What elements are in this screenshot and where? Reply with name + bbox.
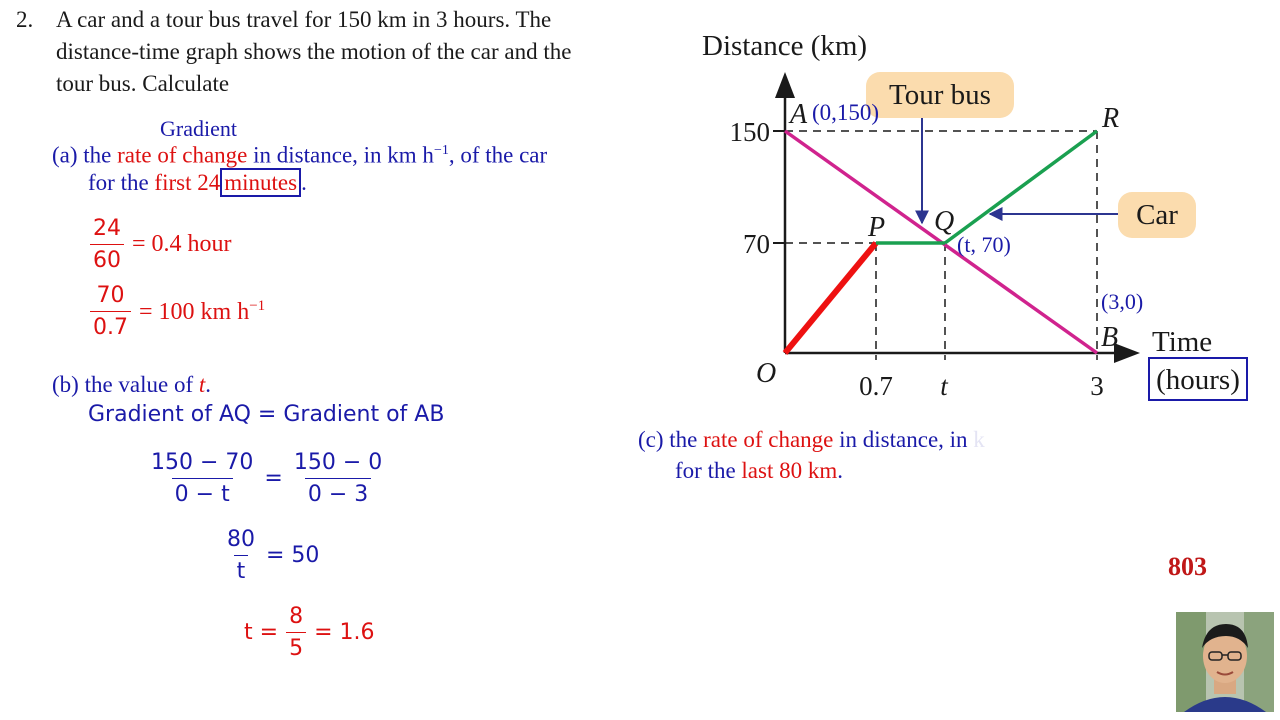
part-a-fraction-24-60	[90, 216, 124, 273]
part-c-last-80km: last 80 km	[741, 458, 838, 483]
part-b-eq-50: = 50	[266, 543, 320, 568]
part-b-equals: =	[264, 466, 283, 491]
frac-den: 0 − t	[172, 478, 233, 507]
frac-num: 150 − 0	[293, 450, 383, 475]
part-c-prefix: (c) the	[638, 427, 698, 452]
tick-label-70: 70	[743, 229, 770, 259]
point-b-coord: (3,0)	[1101, 289, 1144, 314]
part-a-eq-speed	[90, 283, 265, 340]
part-a-prefix: (a) the	[52, 142, 112, 168]
frac-num: 8	[289, 604, 304, 629]
question-line-2: distance-time graph shows the motion of the car and the	[56, 39, 572, 64]
part-a-for-the: for the	[88, 170, 149, 195]
part-a-rate-of-change: rate of change	[117, 142, 248, 168]
frac-den: 0.7	[90, 311, 131, 340]
y-axis-arrowhead	[775, 72, 795, 98]
part-a-in-distance: in distance, in km h	[253, 142, 434, 168]
part-b-fraction-80-t	[224, 527, 258, 584]
presenter-avatar	[1176, 612, 1274, 712]
part-c-period: .	[837, 458, 844, 483]
part-b-eq-80-over-t	[224, 527, 319, 584]
question-line-3: tour bus. Calculate	[56, 71, 230, 96]
point-a-coord: (0,150)	[812, 100, 880, 125]
part-c-for-the: for the	[675, 458, 736, 483]
question-line-1: A car and a tour bus travel for 150 km in 3 hours. The	[56, 7, 552, 32]
part-a-minutes-box: minutes	[220, 168, 301, 197]
frac-den: 60	[90, 244, 124, 273]
part-b-fraction-left	[148, 450, 256, 507]
part-a-eq-hours	[90, 216, 232, 273]
point-p-label: P	[868, 212, 886, 243]
frac-num: 80	[227, 527, 255, 552]
question-number: 2.	[16, 7, 34, 32]
part-a-period: .	[301, 170, 307, 195]
frac-num: 24	[93, 216, 121, 241]
tick-label-t: t	[940, 371, 948, 401]
part-b-line	[52, 369, 211, 401]
part-b-period: .	[205, 372, 212, 397]
car-segment-qr	[945, 131, 1097, 243]
part-a-line-2	[88, 167, 307, 199]
point-q-label: Q	[934, 206, 955, 237]
frac-den: 5	[286, 632, 306, 661]
part-a-fraction-70-07	[90, 283, 131, 340]
part-a-eq-hours-rhs: = 0.4 hour	[132, 231, 232, 257]
distance-time-graph	[690, 22, 1270, 412]
part-a-of-the-car: , of the car	[448, 142, 548, 168]
frac-den: 0 − 3	[305, 478, 371, 507]
part-c-line-1	[638, 424, 985, 456]
origin-label: O	[756, 358, 777, 389]
part-c-rate-of-change: rate of change	[703, 427, 834, 452]
part-b-fraction-right	[291, 450, 385, 507]
part-b-fraction-8-5	[286, 604, 306, 661]
part-c-in-distance: in distance, in	[839, 427, 968, 452]
part-a-eq-speed-rhs	[139, 298, 265, 326]
part-c-faded-unit: k	[973, 427, 985, 452]
tick-label-3: 3	[1090, 371, 1104, 401]
frac-den: t	[234, 555, 249, 584]
y-axis-title: Distance (km)	[702, 30, 868, 62]
x-axis-title: Time	[1152, 326, 1213, 358]
part-a-line-1	[52, 135, 547, 171]
frac-num: 150 − 70	[151, 450, 254, 475]
part-b-var-t: t	[198, 372, 206, 397]
frac-num: 70	[96, 283, 125, 308]
car-segment-op	[785, 243, 876, 353]
part-a-unit-sup: −1	[433, 143, 449, 158]
car-label: Car	[1136, 199, 1178, 231]
point-q-coord: (t, 70)	[957, 232, 1011, 257]
gradient-annotation: Gradient	[160, 116, 237, 141]
part-c-line-2	[675, 455, 843, 487]
part-b-prefix: (b) the value of	[52, 372, 194, 397]
tick-label-150: 150	[729, 117, 770, 147]
part-b-eq-1-6: = 1.6	[314, 620, 375, 645]
page-number: 803	[1168, 552, 1207, 581]
x-units-label: (hours)	[1156, 364, 1240, 396]
presenter-photo	[1176, 612, 1274, 712]
point-r-label: R	[1102, 103, 1120, 134]
part-a-first-24: first 24	[154, 170, 221, 195]
part-b-eq-fractions	[148, 450, 385, 507]
point-b-label: B	[1101, 322, 1119, 353]
speed-unit-sup: −1	[249, 297, 266, 314]
speed-value: = 100 km h	[139, 298, 250, 325]
part-b-eq-result	[244, 604, 374, 661]
part-b-gradient-equation: Gradient of AQ = Gradient of AB	[88, 402, 445, 427]
part-b-t-equals: t =	[244, 620, 279, 645]
tick-label-07: 0.7	[859, 371, 893, 401]
point-a-label: A	[790, 99, 808, 130]
tour-bus-label: Tour bus	[889, 79, 991, 111]
